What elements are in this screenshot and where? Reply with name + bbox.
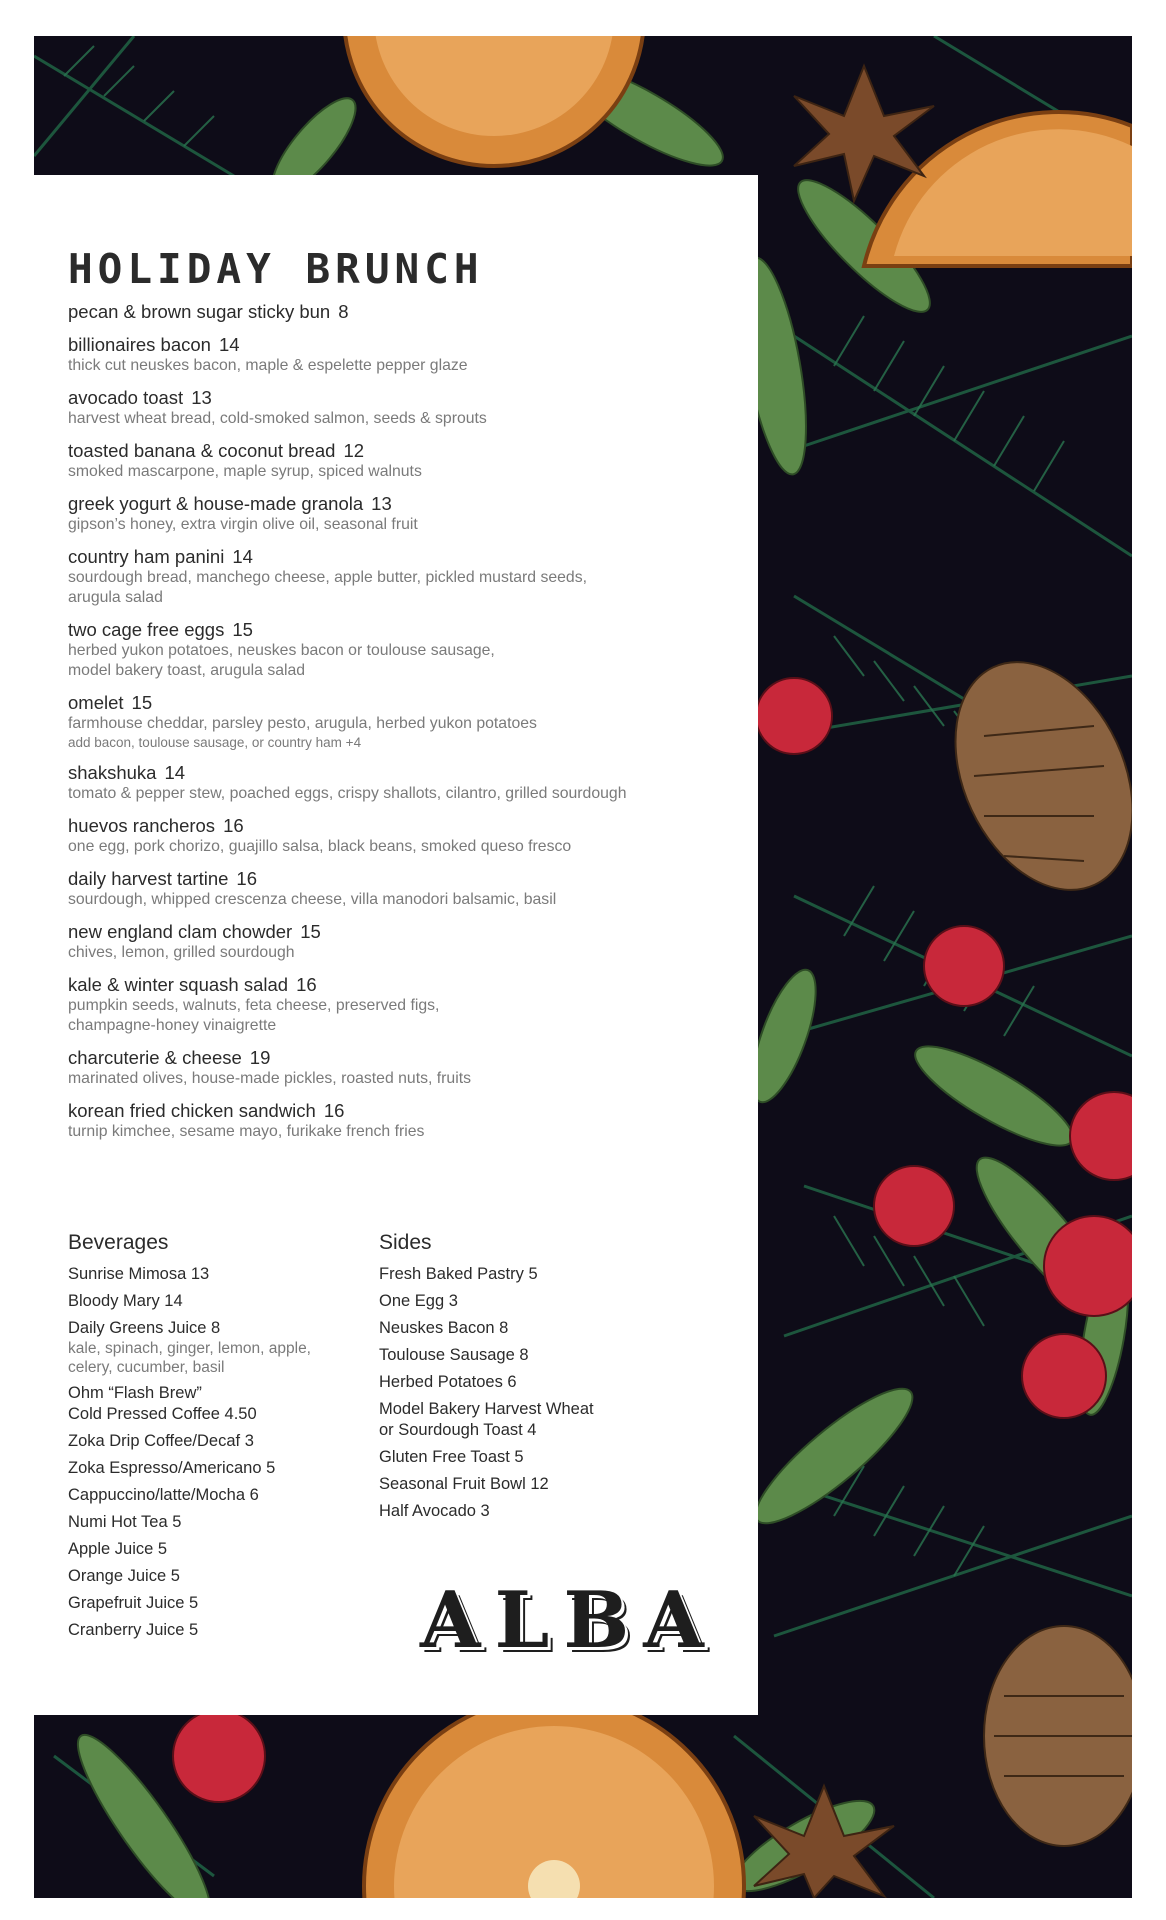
side-item	[379, 1501, 679, 1522]
menu-item-description: harvest wheat bread, cold-smoked salmon, seeds & sprouts	[68, 410, 487, 427]
menu-item-description: thick cut neuskes bacon, maple & espelette pepper glaze	[68, 357, 468, 374]
side-item	[379, 1474, 679, 1495]
menu-item	[68, 546, 728, 608]
menu-item-description: marinated olives, house-made pickles, roasted nuts, fruits	[68, 1070, 472, 1087]
menu-item	[68, 301, 728, 323]
menu-item-heading	[68, 868, 728, 890]
menu-item	[68, 974, 728, 1036]
beverage-item-text: Daily Greens Juice 8	[68, 1319, 221, 1337]
menu-item-description: sourdough, whipped crescenza cheese, villa manodori balsamic, basil	[68, 891, 557, 908]
beverage-item	[68, 1383, 368, 1425]
menu-item-price: 19	[249, 1047, 271, 1068]
menu-item	[68, 334, 728, 376]
menu-item-description-cont: model bakery toast, arugula salad	[68, 662, 306, 679]
menu-item-price: 14	[218, 334, 240, 355]
beverages-title: Beverages	[68, 1231, 169, 1254]
menu-item-price: 13	[371, 493, 392, 514]
side-item-text: Model Bakery Harvest Wheat	[379, 1400, 594, 1418]
menu-item-heading	[68, 692, 728, 714]
menu-item-name: kale & winter squash salad	[68, 974, 289, 995]
menu-item-price: 14	[164, 762, 186, 783]
menu-item-heading	[68, 921, 728, 943]
menu-item-description: turnip kimchee, sesame mayo, furikake french fries	[68, 1123, 425, 1140]
menu-item-description: one egg, pork chorizo, guajillo salsa, black beans, smoked queso fresco	[68, 838, 572, 855]
side-item-text: Fresh Baked Pastry 5	[379, 1265, 538, 1283]
menu-item-price: 15	[131, 692, 153, 713]
menu-item-price: 8	[338, 301, 349, 322]
brand-logo: ALBA	[420, 1575, 718, 1666]
beverage-item	[68, 1318, 368, 1377]
menu-item-name: huevos rancheros	[68, 815, 216, 836]
menu-item-price: 15	[232, 619, 253, 640]
menu-item-heading	[68, 440, 728, 462]
sides-list	[379, 1264, 679, 1522]
side-item	[379, 1318, 679, 1339]
menu-item	[68, 921, 728, 963]
beverage-item-text-cont: Cold Pressed Coffee 4.50	[68, 1405, 257, 1423]
menu-item-name: greek yogurt & house-made granola	[68, 493, 364, 514]
side-item-text: Neuskes Bacon 8	[379, 1319, 509, 1337]
beverage-item	[68, 1539, 368, 1560]
menu-item-price: 16	[223, 815, 244, 836]
menu-item-name: avocado toast	[68, 387, 184, 408]
menu-item-name: shakshuka	[68, 762, 157, 783]
menu-item-price: 13	[191, 387, 212, 408]
side-item	[379, 1447, 679, 1468]
menu-item	[68, 762, 728, 804]
menu-item-description: pumpkin seeds, walnuts, feta cheese, preserved figs,	[68, 997, 440, 1014]
beverage-item	[68, 1512, 368, 1533]
menu-item	[68, 387, 728, 429]
beverage-item	[68, 1566, 368, 1587]
menu-item	[68, 1100, 728, 1142]
beverage-item-text: Grapefruit Juice 5	[68, 1594, 199, 1612]
menu-item-heading	[68, 1100, 728, 1122]
menu-item-description: gipson’s honey, extra virgin olive oil, seasonal fruit	[68, 516, 418, 533]
beverages-section	[68, 1230, 368, 1647]
side-item-text: Half Avocado 3	[379, 1502, 490, 1520]
menu-item-name: daily harvest tartine	[68, 868, 229, 889]
menu-item-name: two cage free eggs	[68, 619, 225, 640]
menu-item-heading	[68, 493, 728, 515]
menu-card	[34, 175, 758, 1715]
menu-item	[68, 440, 728, 482]
menu-item-name: billionaires bacon	[68, 334, 211, 355]
beverage-item-text: Sunrise Mimosa 13	[68, 1265, 210, 1283]
menu-item-addon-note: add bacon, toulouse sausage, or country ham +4	[68, 735, 362, 750]
menu-item-description: farmhouse cheddar, parsley pesto, arugula, herbed yukon potatoes	[68, 715, 537, 732]
menu-item-heading	[68, 546, 728, 568]
menu-item	[68, 815, 728, 857]
beverage-item	[68, 1291, 368, 1312]
beverage-item-text: Ohm “Flash Brew”	[68, 1384, 202, 1402]
menu-item-description: smoked mascarpone, maple syrup, spiced walnuts	[68, 463, 422, 480]
menu-item-heading	[68, 1047, 728, 1069]
menu-item-description: tomato & pepper stew, poached eggs, crispy shallots, cilantro, grilled sourdough	[68, 785, 627, 802]
beverage-item	[68, 1431, 368, 1452]
beverage-item-text: Apple Juice 5	[68, 1540, 168, 1558]
sides-section	[379, 1230, 679, 1528]
side-item-text-cont: or Sourdough Toast 4	[379, 1421, 537, 1439]
beverage-item-ingredients-cont: celery, cucumber, basil	[68, 1359, 225, 1376]
beverage-item	[68, 1458, 368, 1479]
menu-item-heading	[68, 762, 728, 784]
menu-item-name: country ham panini	[68, 546, 225, 567]
menu-item-name: omelet	[68, 692, 124, 713]
beverage-item-ingredients: kale, spinach, ginger, lemon, apple,	[68, 1340, 311, 1357]
menu-item-name: new england clam chowder	[68, 921, 293, 942]
menu-item-description: sourdough bread, manchego cheese, apple butter, pickled mustard seeds,	[68, 569, 587, 586]
beverage-item	[68, 1593, 368, 1614]
side-item	[379, 1345, 679, 1366]
menu-item-description-cont: arugula salad	[68, 589, 163, 606]
menu-item-heading	[68, 619, 728, 641]
menu-item-heading	[68, 387, 728, 409]
side-item-text: One Egg 3	[379, 1292, 458, 1310]
side-item	[379, 1291, 679, 1312]
menu-item-description: chives, lemon, grilled sourdough	[68, 944, 295, 961]
menu-item-heading	[68, 301, 728, 323]
beverage-item-text: Orange Juice 5	[68, 1567, 180, 1585]
menu-item	[68, 692, 728, 751]
menu-item-name: pecan & brown sugar sticky bun	[68, 301, 331, 322]
menu-item-price: 14	[232, 546, 253, 567]
menu-item	[68, 619, 728, 681]
menu-item-name: toasted banana & coconut bread	[68, 440, 336, 461]
menu-item-list	[68, 301, 728, 1153]
side-item-text: Seasonal Fruit Bowl 12	[379, 1475, 549, 1493]
menu-title: HOLIDAY BRUNCH	[68, 245, 484, 293]
side-item-text: Toulouse Sausage 8	[379, 1346, 529, 1364]
menu-item-description: herbed yukon potatoes, neuskes bacon or toulouse sausage,	[68, 642, 495, 659]
side-item	[379, 1399, 679, 1441]
sides-title: Sides	[379, 1231, 432, 1254]
menu-item-heading	[68, 815, 728, 837]
beverage-item-text: Cranberry Juice 5	[68, 1621, 199, 1639]
menu-item-name: charcuterie & cheese	[68, 1047, 242, 1068]
beverage-item	[68, 1485, 368, 1506]
menu-item	[68, 1047, 728, 1089]
beverages-list	[68, 1264, 368, 1641]
menu-item-price: 16	[296, 974, 317, 995]
side-item	[379, 1264, 679, 1285]
menu-item	[68, 868, 728, 910]
beverage-item	[68, 1620, 368, 1641]
beverage-item	[68, 1264, 368, 1285]
beverage-item-text: Numi Hot Tea 5	[68, 1513, 182, 1531]
side-item-text: Gluten Free Toast 5	[379, 1448, 524, 1466]
menu-item-price: 16	[323, 1100, 345, 1121]
menu-item-heading	[68, 334, 728, 356]
menu-item-price: 12	[343, 440, 365, 461]
beverage-item-text: Bloody Mary 14	[68, 1292, 183, 1310]
beverage-item-text: Zoka Drip Coffee/Decaf 3	[68, 1432, 254, 1450]
menu-item-name: korean fried chicken sandwich	[68, 1100, 316, 1121]
menu-item-price: 16	[236, 868, 257, 889]
menu-item-description-cont: champagne-honey vinaigrette	[68, 1017, 277, 1034]
beverage-item-text: Zoka Espresso/Americano 5	[68, 1459, 276, 1477]
menu-item-price: 15	[300, 921, 321, 942]
beverage-item-text: Cappuccino/latte/Mocha 6	[68, 1486, 259, 1504]
menu-item	[68, 493, 728, 535]
menu-item-heading	[68, 974, 728, 996]
side-item	[379, 1372, 679, 1393]
side-item-text: Herbed Potatoes 6	[379, 1373, 517, 1391]
